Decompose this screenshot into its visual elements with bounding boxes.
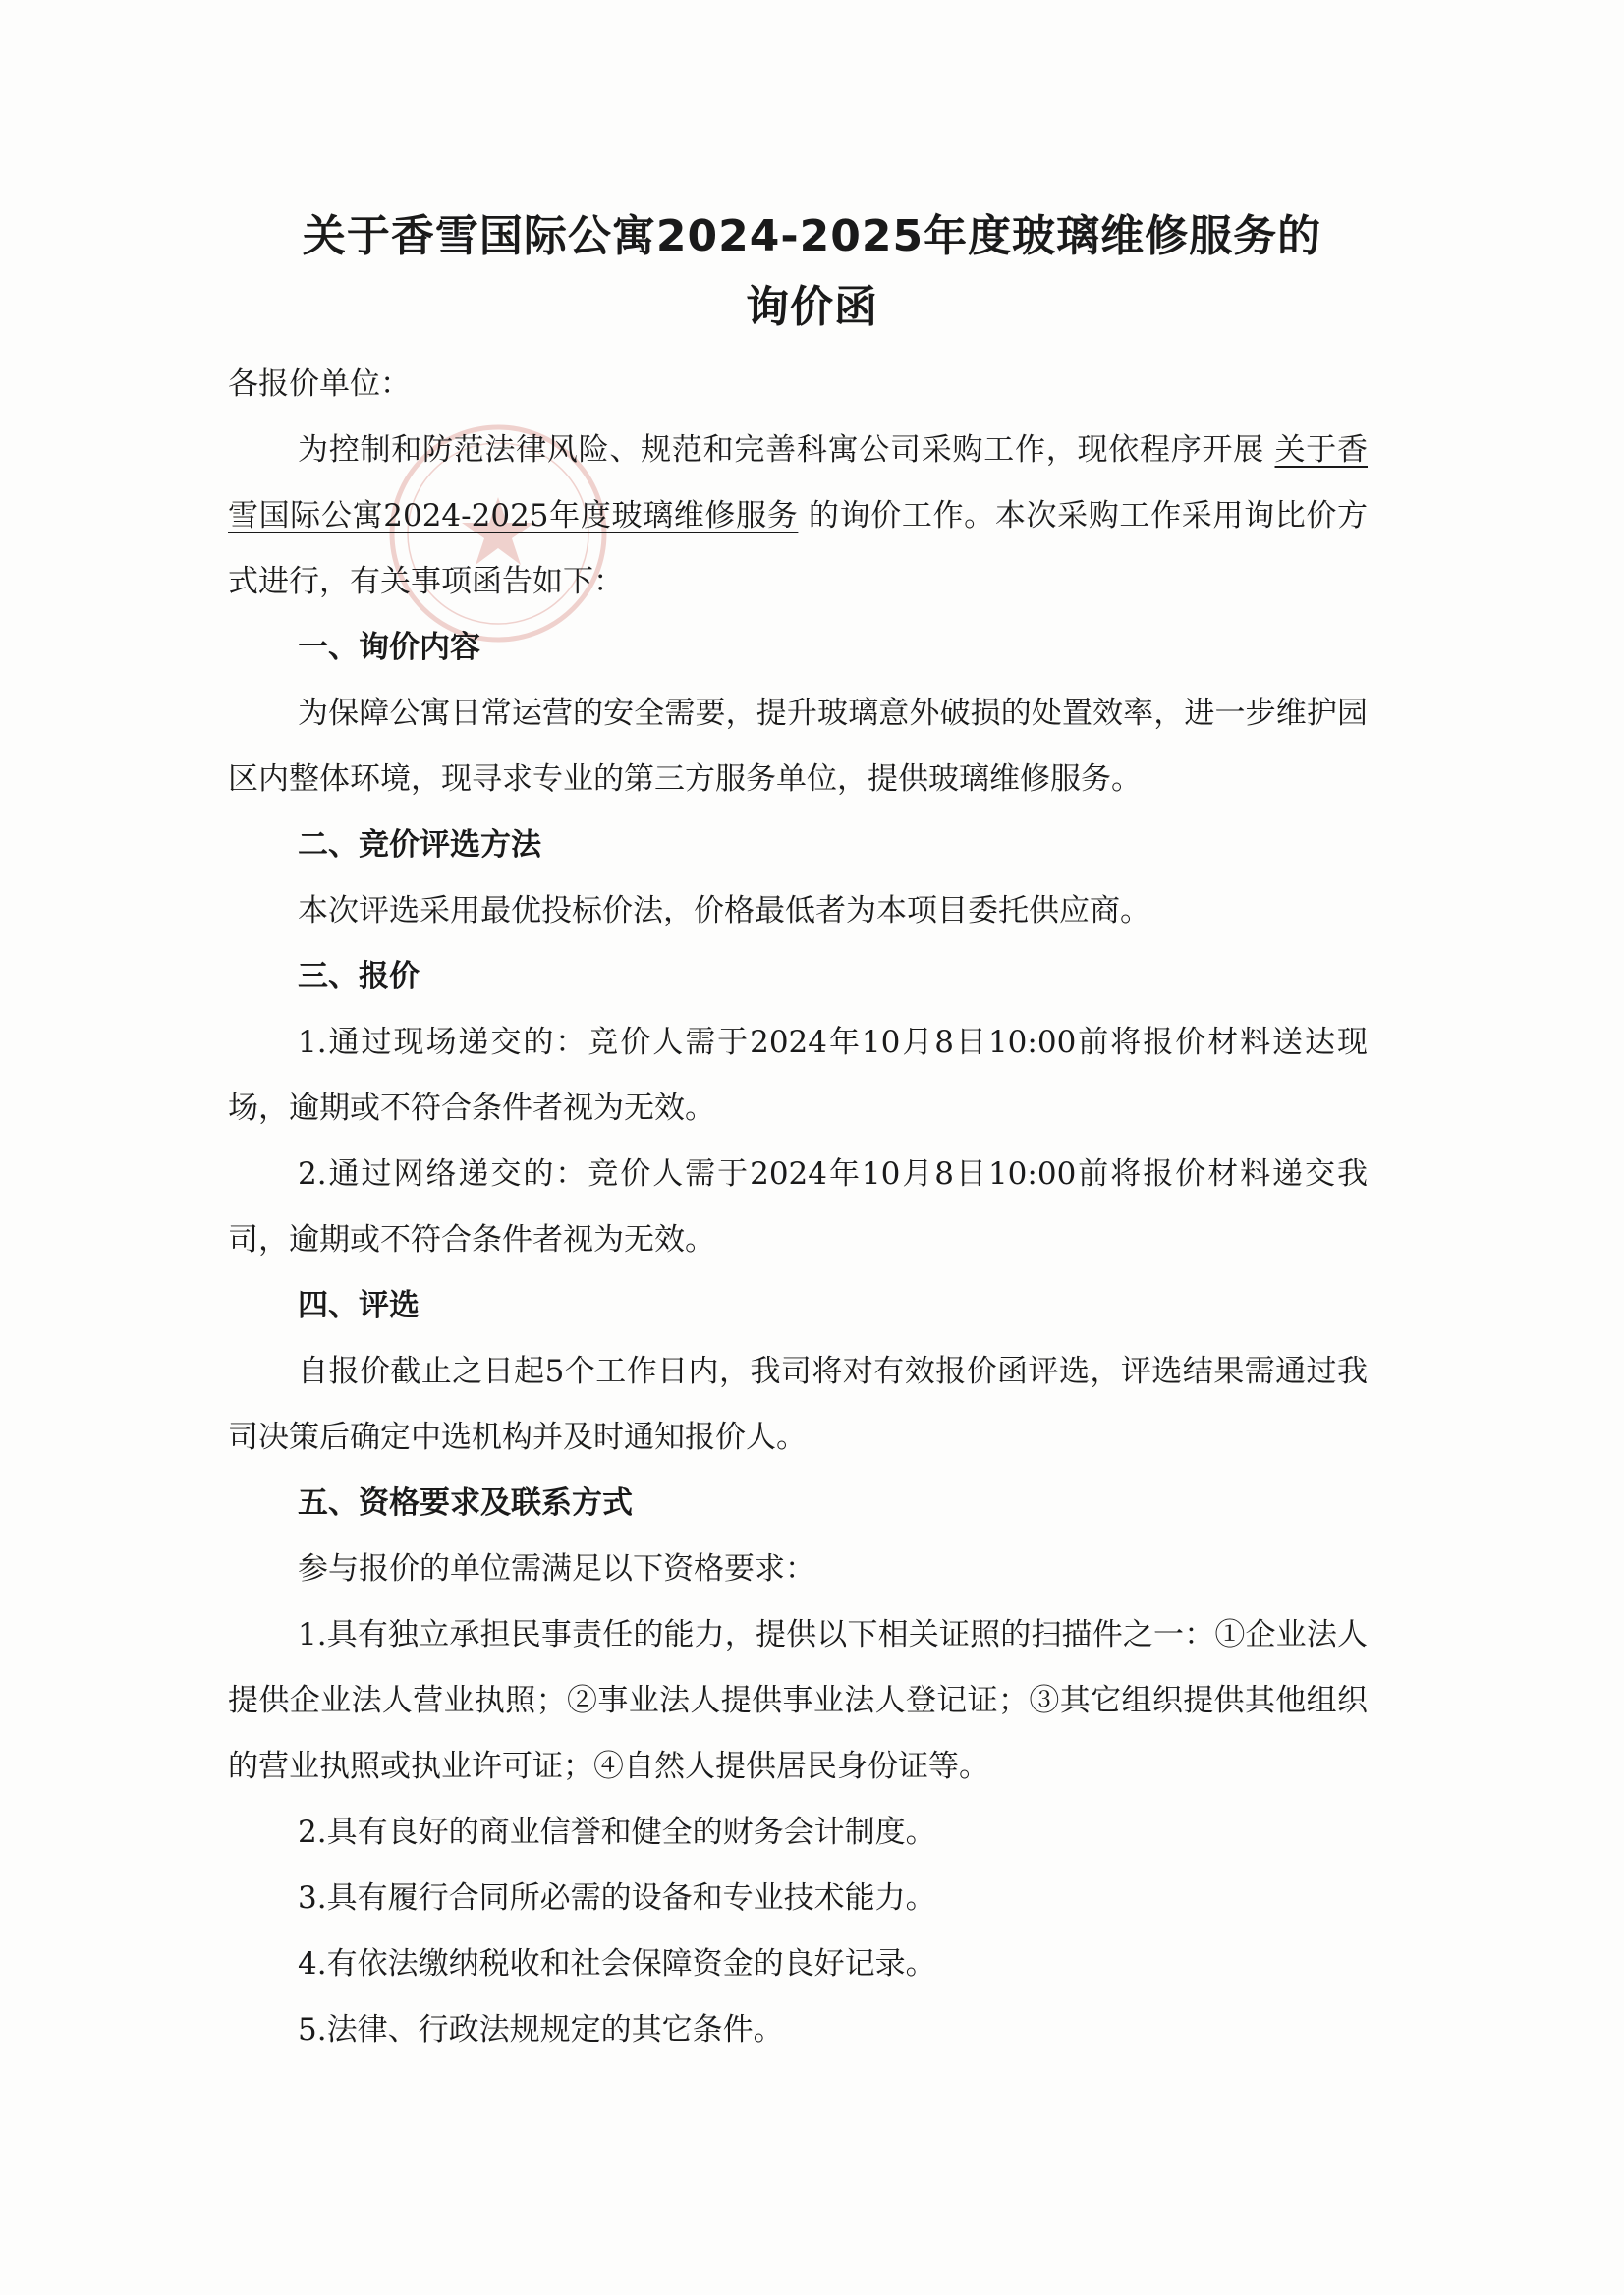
qualifications-intro: 参与报价的单位需满足以下资格要求： xyxy=(298,1551,815,1587)
qualification-item-3: 3.具有履行合同所必需的设备和专业技术能力。 xyxy=(298,1880,936,1916)
intro-text-after: 的询价工作。本次采购工作采用询比价方式进行，有关事项函告如下： xyxy=(228,498,1369,599)
section-heading-selection: 四、评选 xyxy=(298,1288,420,1323)
section-heading-qualifications: 五、资格要求及联系方式 xyxy=(298,1485,633,1521)
inquiry-content-paragraph: 为保障公寓日常运营的安全需要，提升玻璃意外破损的处置效率，进一步维护园区内整体环境，现寻求专业的第三方服务单位，提供玻璃维修服务。 xyxy=(228,696,1368,797)
document-title xyxy=(177,201,1447,343)
quotation-online-paragraph: 2.通过网络递交的：竞价人需于2024年10月8日10:00前将报价材料递交我司，逾期或不符合条件者视为无效。 xyxy=(228,1156,1368,1258)
section-heading-quotation: 三、报价 xyxy=(298,959,420,994)
section-heading-inquiry-content: 一、询价内容 xyxy=(298,630,480,665)
qualification-item-4: 4.有依法缴纳税收和社会保障资金的良好记录。 xyxy=(298,1946,936,1982)
intro-paragraph xyxy=(228,418,1368,615)
section-heading-evaluation-method: 二、竞价评选方法 xyxy=(298,827,541,863)
qualification-item-5: 5.法律、行政法规规定的其它条件。 xyxy=(298,2012,784,2047)
selection-paragraph: 自报价截止之日起5个工作日内，我司将对有效报价函评选，评选结果需通过我司决策后确定中选机构并及时通知报价人。 xyxy=(228,1354,1368,1455)
title-line-1: 关于香雪国际公寓2024-2025年度玻璃维修服务的 xyxy=(302,211,1322,261)
quotation-onsite-paragraph: 1.通过现场递交的：竞价人需于2024年10月8日10:00前将报价材料送达现场，逾期或不符合条件者视为无效。 xyxy=(228,1025,1368,1126)
qualification-item-1: 1.具有独立承担民事责任的能力，提供以下相关证照的扫描件之一：①企业法人提供企业法人营业执照；②事业法人提供事业法人登记证；③其它组织提供其他组织的营业执照或执业许可证；④自然人提供居民身份证等。 xyxy=(228,1617,1368,1784)
intro-project-name: 关于香雪国际公寓2024-2025年度玻璃维修服务 xyxy=(228,432,1368,533)
evaluation-method-paragraph: 本次评选采用最优投标价法，价格最低者为本项目委托供应商。 xyxy=(298,893,1150,928)
qualification-item-2: 2.具有良好的商业信誉和健全的财务会计制度。 xyxy=(298,1815,936,1850)
document-body xyxy=(228,352,1368,2063)
intro-text-before: 为控制和防范法律风险、规范和完善科寓公司采购工作，现依程序开展 xyxy=(298,432,1275,468)
salutation: 各报价单位： xyxy=(228,366,411,402)
title-line-2: 询价函 xyxy=(746,282,878,332)
